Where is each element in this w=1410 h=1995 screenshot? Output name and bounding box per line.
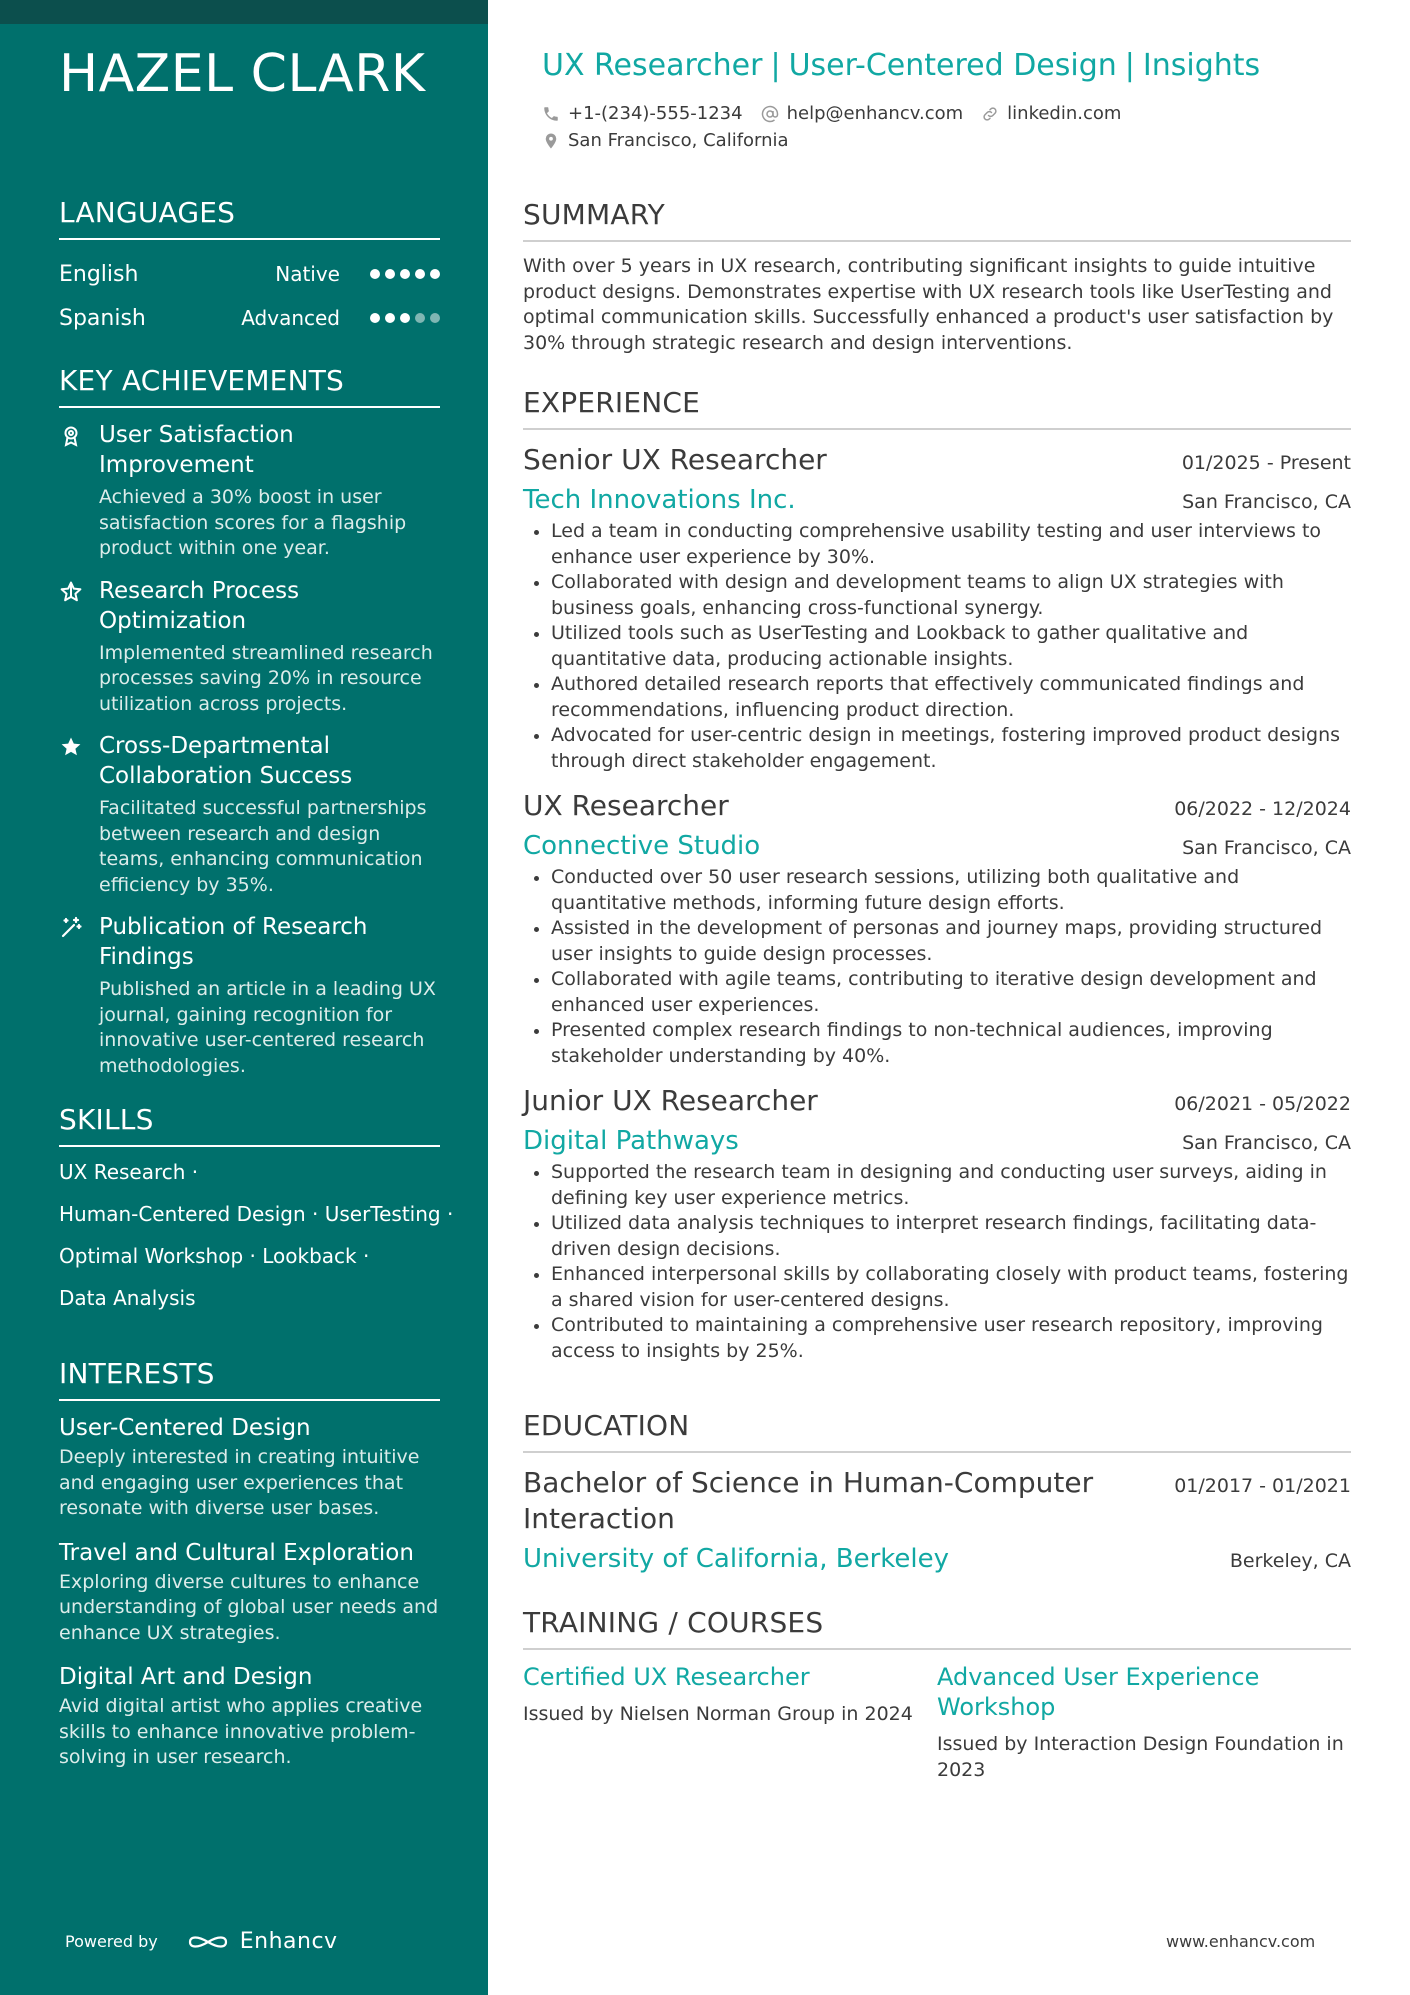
contact-website[interactable] (981, 103, 1121, 124)
language-english (59, 252, 440, 296)
footer-url[interactable]: www.enhancv.com (1166, 1932, 1316, 1951)
job-title: Senior UX Researcher (523, 443, 827, 476)
link-icon (981, 105, 999, 123)
job-bullet: Enhanced interpersonal skills by collaborating closely with product teams, fostering a shared vision for user-centered designs. (523, 1262, 1351, 1313)
enhancv-logo[interactable] (186, 1929, 338, 1954)
rating-dot-empty (415, 313, 425, 323)
contact-phone[interactable] (542, 103, 743, 124)
contact-email[interactable] (761, 103, 964, 124)
job-bullets (523, 519, 1351, 774)
award-ribbon-icon (59, 420, 99, 562)
powered-by-label: Powered by (65, 1932, 158, 1951)
training-heading: TRAINING / COURSES (523, 1606, 1351, 1650)
achievement-title: Research Process Optimization (99, 577, 300, 634)
job-location: San Francisco, CA (1182, 1132, 1351, 1154)
interest-item (59, 1662, 440, 1771)
job-bullet: Assisted in the development of personas and journey maps, providing structured user insights to guide design processes. (523, 916, 1351, 967)
interests-section (59, 1357, 440, 1771)
job-bullet: Collaborated with design and development teams to align UX strategies with business goals, enhancing cross-functional synergy. (523, 570, 1351, 621)
interests-heading: INTERESTS (59, 1357, 440, 1401)
job-bullet: Led a team in conducting comprehensive usability testing and user interviews to enhance user experience by 30%. (523, 519, 1351, 570)
sidebar-top-strip (0, 0, 488, 24)
contact-location (542, 130, 789, 151)
job-entry (523, 1083, 1351, 1364)
powered-by (65, 1929, 338, 1954)
course-item (523, 1662, 937, 1783)
job-bullets (523, 1160, 1351, 1364)
summary-heading: SUMMARY (523, 198, 1351, 242)
rating-dot-filled (400, 313, 410, 323)
education-dates: 01/2017 - 01/2021 (1174, 1475, 1351, 1497)
interest-desc: Avid digital artist who applies creative skills to enhance innovative problem-solving in user research. (59, 1695, 423, 1768)
achievement-item (59, 912, 440, 1079)
tagline-item: Insights (1142, 48, 1261, 83)
achievement-title: Publication of Research Findings (99, 914, 368, 970)
interest-title: User-Centered Design (59, 1415, 311, 1441)
interest-title: Travel and Cultural Exploration (59, 1539, 414, 1566)
job-bullet: Contributed to maintaining a comprehensive user research repository, improving access to insights by 25%. (523, 1313, 1351, 1364)
job-title: UX Researcher (523, 789, 729, 822)
interest-desc: Exploring diverse cultures to enhance understanding of global user needs and enhance UX strategies. (59, 1570, 439, 1644)
job-bullet: Utilized tools such as UserTesting and Lookback to gather qualitative and quantitative data, producing actionable insights. (523, 621, 1351, 672)
job-dates: 01/2025 - Present (1181, 452, 1351, 474)
star-filled-icon (59, 731, 99, 898)
language-rating (370, 269, 440, 279)
achievement-item (59, 576, 440, 718)
tagline-separator: | (1124, 48, 1135, 83)
rating-dot-filled (430, 269, 440, 279)
summary-section (523, 198, 1351, 356)
job-bullet: Collaborated with agile teams, contributing to iterative design development and enhanced user experiences. (523, 967, 1351, 1018)
language-name: Spanish (59, 305, 146, 331)
rating-dot-filled (400, 269, 410, 279)
languages-heading: LANGUAGES (59, 196, 440, 240)
interest-item (59, 1413, 440, 1522)
candidate-name: HAZEL CLARK (59, 44, 426, 104)
star-outline-icon (59, 576, 99, 718)
achievement-desc: Facilitated successful partnerships between research and design teams, enhancing communication efficiency by 35%. (99, 797, 427, 896)
rating-dot-empty (430, 313, 440, 323)
tagline (542, 48, 1260, 83)
achievements-section (59, 364, 440, 1079)
contact-info (542, 100, 1342, 154)
skills-section (59, 1103, 454, 1327)
company-name: Tech Innovations Inc. (523, 485, 796, 515)
languages-section (59, 196, 440, 340)
skills-heading: SKILLS (59, 1103, 440, 1147)
job-dates: 06/2021 - 05/2022 (1174, 1093, 1351, 1115)
language-spanish (59, 296, 440, 340)
achievement-desc: Published an article in a leading UX journal, gaining recognition for innovative user-centered research methodologies. (99, 978, 436, 1077)
enhancv-logo-text: Enhancv (239, 1929, 338, 1954)
training-section (523, 1606, 1351, 1783)
job-bullet: Supported the research team in designing and conducting user surveys, aiding in defining key user experience metrics. (523, 1160, 1351, 1211)
job-entry (523, 442, 1351, 774)
skills-line: Optimal Workshop · Lookback · (59, 1244, 370, 1268)
achievement-title: Cross-Departmental Collaboration Success (99, 733, 353, 789)
job-title: Junior UX Researcher (523, 1084, 818, 1117)
rating-dot-filled (385, 313, 395, 323)
language-name: English (59, 261, 139, 287)
language-level: Advanced (241, 306, 340, 330)
achievement-title: User Satisfaction Improvement (99, 422, 294, 478)
education-heading: EDUCATION (523, 1409, 1351, 1453)
experience-section (523, 386, 1351, 1378)
enhancv-logo-icon (186, 1930, 230, 1954)
summary-text: With over 5 years in UX research, contributing significant insights to guide intuitive product designs. Demonstrates expertise with UX research tools like UserTesting and optimal communication skills. Successfully enhanced a product's user satisfaction by 30% through strategic research and design interventions. (523, 255, 1334, 354)
job-bullet: Utilized data analysis techniques to interpret research findings, facilitating data-driven design decisions. (523, 1211, 1351, 1262)
job-location: San Francisco, CA (1182, 491, 1351, 513)
school-location: Berkeley, CA (1229, 1550, 1351, 1572)
sidebar-content (59, 196, 454, 1787)
job-bullet: Presented complex research findings to non-technical audiences, improving stakeholder understanding by 40%. (523, 1018, 1351, 1069)
job-bullet: Conducted over 50 user research sessions, utilizing both qualitative and quantitative methods, informing future design efforts. (523, 865, 1351, 916)
job-bullets (523, 865, 1351, 1069)
rating-dot-filled (370, 313, 380, 323)
course-item (937, 1662, 1351, 1783)
magic-wand-icon (59, 912, 99, 1079)
job-dates: 06/2022 - 12/2024 (1174, 798, 1351, 820)
job-bullet: Authored detailed research reports that effectively communicated findings and recommendations, influencing product direction. (523, 672, 1351, 723)
course-desc: Issued by Nielsen Norman Group in 2024 (523, 1703, 913, 1725)
job-location: San Francisco, CA (1182, 837, 1351, 859)
education-section (523, 1409, 1351, 1576)
tagline-item: UX Researcher (542, 48, 763, 83)
sidebar (0, 0, 488, 1995)
company-name: Connective Studio (523, 831, 761, 861)
achievement-item (59, 731, 440, 898)
achievement-desc: Achieved a 30% boost in user satisfaction scores for a flagship product within one year. (99, 486, 407, 559)
language-rating (370, 313, 440, 323)
phone-icon (542, 105, 560, 123)
course-desc: Issued by Interaction Design Foundation in 2023 (937, 1733, 1344, 1781)
skills-line: Human-Centered Design · UserTesting · (59, 1202, 454, 1226)
language-level: Native (275, 262, 340, 286)
skills-line: UX Research · (59, 1160, 199, 1184)
job-bullet: Advocated for user-centric design in meetings, fostering improved product designs through direct stakeholder engagement. (523, 723, 1351, 774)
achievement-desc: Implemented streamlined research processes saving 20% in resource utilization across projects. (99, 641, 433, 715)
interest-desc: Deeply interested in creating intuitive and engaging user experiences that resonate with diverse user bases. (59, 1446, 420, 1519)
rating-dot-filled (415, 269, 425, 279)
email-text: help@enhancv.com (786, 103, 964, 124)
interest-item (59, 1538, 440, 1647)
tagline-separator: | (770, 48, 781, 83)
company-name: Digital Pathways (523, 1126, 739, 1156)
course-title: Advanced User Experience Workshop (937, 1663, 1260, 1721)
skills-line: Data Analysis (59, 1286, 196, 1310)
location-pin-icon (542, 132, 560, 150)
degree-title: Bachelor of Science in Human-Computer Interaction (523, 1466, 1094, 1535)
location-text: San Francisco, California (568, 130, 789, 151)
rating-dot-filled (385, 269, 395, 279)
experience-heading: EXPERIENCE (523, 386, 1351, 430)
course-title: Certified UX Researcher (523, 1663, 810, 1691)
tagline-item: User-Centered Design (788, 48, 1117, 83)
job-entry (523, 788, 1351, 1069)
rating-dot-filled (370, 269, 380, 279)
website-text: linkedin.com (1007, 103, 1122, 124)
interest-title: Digital Art and Design (59, 1664, 313, 1690)
school-name: University of California, Berkeley (523, 1544, 949, 1574)
achievements-heading: KEY ACHIEVEMENTS (59, 364, 440, 408)
at-icon (761, 105, 779, 123)
phone-text: +1-(234)-555-1234 (568, 103, 743, 124)
achievement-item (59, 420, 440, 562)
